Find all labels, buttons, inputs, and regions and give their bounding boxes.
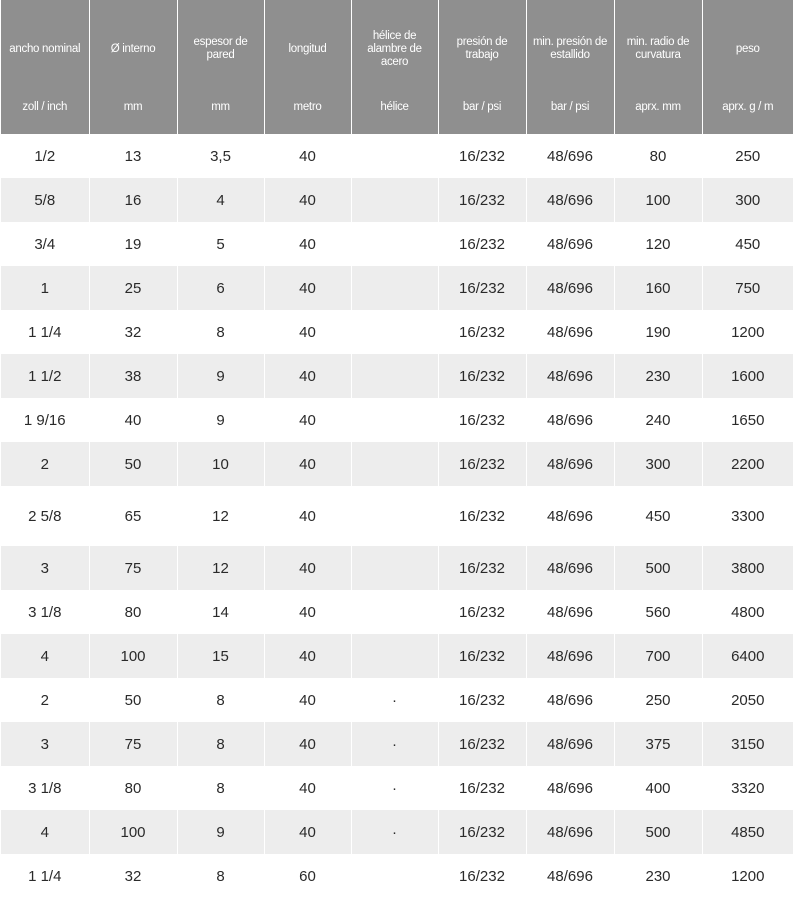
header-espesor-de-pared: espesor de pared: [177, 0, 264, 90]
cell-peso: 1200: [702, 854, 793, 898]
cell-presion-de-trabajo: 16/232: [438, 810, 526, 854]
cell-ancho-nominal: 1 1/4: [1, 854, 89, 898]
unit-espesor-de-pared: mm: [177, 90, 264, 134]
unit-diametro-interno: mm: [89, 90, 177, 134]
table-header: [1, 0, 793, 134]
header-radio-de-curvatura: min. radio de curvatura: [614, 0, 702, 90]
cell-espesor-de-pared: 8: [177, 854, 264, 898]
table-row: [1, 810, 793, 854]
cell-diametro-interno: 65: [89, 486, 177, 546]
cell-presion-de-trabajo: 16/232: [438, 134, 526, 178]
cell-espesor-de-pared: 9: [177, 810, 264, 854]
cell-presion-de-trabajo: 16/232: [438, 398, 526, 442]
cell-radio-de-curvatura: 120: [614, 222, 702, 266]
cell-espesor-de-pared: 8: [177, 310, 264, 354]
cell-longitud: 40: [264, 134, 351, 178]
cell-helice: [351, 442, 438, 486]
cell-radio-de-curvatura: 160: [614, 266, 702, 310]
cell-espesor-de-pared: 12: [177, 546, 264, 590]
cell-ancho-nominal: 1/2: [1, 134, 89, 178]
cell-diametro-interno: 75: [89, 722, 177, 766]
cell-espesor-de-pared: 3,5: [177, 134, 264, 178]
cell-espesor-de-pared: 8: [177, 722, 264, 766]
cell-diametro-interno: 16: [89, 178, 177, 222]
cell-radio-de-curvatura: 250: [614, 678, 702, 722]
cell-longitud: 40: [264, 398, 351, 442]
cell-ancho-nominal: 2: [1, 678, 89, 722]
cell-peso: 6400: [702, 634, 793, 678]
cell-peso: 1600: [702, 354, 793, 398]
table-row: [1, 310, 793, 354]
cell-presion-de-trabajo: 16/232: [438, 354, 526, 398]
cell-peso: 4800: [702, 590, 793, 634]
cell-diametro-interno: 25: [89, 266, 177, 310]
cell-radio-de-curvatura: 190: [614, 310, 702, 354]
cell-presion-de-estallido: 48/696: [526, 810, 614, 854]
cell-presion-de-trabajo: 16/232: [438, 766, 526, 810]
cell-radio-de-curvatura: 560: [614, 590, 702, 634]
cell-espesor-de-pared: 8: [177, 766, 264, 810]
cell-helice: [351, 222, 438, 266]
cell-peso: 4850: [702, 810, 793, 854]
cell-presion-de-trabajo: 16/232: [438, 634, 526, 678]
cell-radio-de-curvatura: 300: [614, 442, 702, 486]
cell-presion-de-estallido: 48/696: [526, 134, 614, 178]
cell-presion-de-estallido: 48/696: [526, 590, 614, 634]
header-peso: peso: [702, 0, 793, 90]
cell-ancho-nominal: 3: [1, 546, 89, 590]
cell-presion-de-trabajo: 16/232: [438, 222, 526, 266]
cell-presion-de-trabajo: 16/232: [438, 266, 526, 310]
cell-radio-de-curvatura: 450: [614, 486, 702, 546]
table-row: [1, 266, 793, 310]
cell-presion-de-trabajo: 16/232: [438, 590, 526, 634]
cell-longitud: 40: [264, 722, 351, 766]
cell-helice: ·: [351, 678, 438, 722]
cell-espesor-de-pared: 10: [177, 442, 264, 486]
cell-longitud: 40: [264, 766, 351, 810]
cell-presion-de-estallido: 48/696: [526, 854, 614, 898]
table-row: [1, 678, 793, 722]
cell-helice: [351, 590, 438, 634]
cell-espesor-de-pared: 9: [177, 398, 264, 442]
cell-radio-de-curvatura: 100: [614, 178, 702, 222]
table-row: [1, 722, 793, 766]
cell-presion-de-estallido: 48/696: [526, 398, 614, 442]
cell-peso: 2050: [702, 678, 793, 722]
unit-ancho-nominal: zoll / inch: [1, 90, 89, 134]
header-presion-de-trabajo: presión de trabajo: [438, 0, 526, 90]
spec-table: [1, 0, 793, 898]
cell-diametro-interno: 80: [89, 766, 177, 810]
cell-diametro-interno: 100: [89, 810, 177, 854]
table-row: [1, 178, 793, 222]
cell-ancho-nominal: 2: [1, 442, 89, 486]
table-row: [1, 590, 793, 634]
cell-longitud: 40: [264, 678, 351, 722]
cell-ancho-nominal: 5/8: [1, 178, 89, 222]
table-row: [1, 442, 793, 486]
cell-ancho-nominal: 1 1/2: [1, 354, 89, 398]
cell-ancho-nominal: 3 1/8: [1, 766, 89, 810]
cell-presion-de-trabajo: 16/232: [438, 442, 526, 486]
cell-presion-de-estallido: 48/696: [526, 546, 614, 590]
header-label-row: [1, 0, 793, 90]
cell-diametro-interno: 32: [89, 854, 177, 898]
cell-presion-de-trabajo: 16/232: [438, 678, 526, 722]
cell-espesor-de-pared: 8: [177, 678, 264, 722]
unit-helice: hélice: [351, 90, 438, 134]
cell-presion-de-estallido: 48/696: [526, 722, 614, 766]
cell-longitud: 40: [264, 634, 351, 678]
cell-presion-de-trabajo: 16/232: [438, 722, 526, 766]
cell-longitud: 40: [264, 486, 351, 546]
cell-diametro-interno: 19: [89, 222, 177, 266]
cell-helice: [351, 546, 438, 590]
cell-presion-de-estallido: 48/696: [526, 442, 614, 486]
table-row: [1, 766, 793, 810]
cell-helice: [351, 134, 438, 178]
cell-peso: 3320: [702, 766, 793, 810]
unit-longitud: metro: [264, 90, 351, 134]
cell-helice: ·: [351, 766, 438, 810]
cell-helice: [351, 486, 438, 546]
cell-diametro-interno: 32: [89, 310, 177, 354]
cell-espesor-de-pared: 15: [177, 634, 264, 678]
cell-presion-de-trabajo: 16/232: [438, 178, 526, 222]
cell-helice: [351, 354, 438, 398]
cell-peso: 450: [702, 222, 793, 266]
cell-longitud: 40: [264, 266, 351, 310]
cell-longitud: 40: [264, 442, 351, 486]
table-row: [1, 398, 793, 442]
header-helice-de-alambre: hélice de alambre de acero: [351, 0, 438, 90]
cell-presion-de-estallido: 48/696: [526, 486, 614, 546]
cell-presion-de-trabajo: 16/232: [438, 486, 526, 546]
cell-diametro-interno: 80: [89, 590, 177, 634]
cell-peso: 1650: [702, 398, 793, 442]
cell-presion-de-estallido: 48/696: [526, 634, 614, 678]
header-longitud: longitud: [264, 0, 351, 90]
cell-helice: [351, 398, 438, 442]
header-presion-de-estallido: min. presión de estallido: [526, 0, 614, 90]
table-row: [1, 222, 793, 266]
cell-presion-de-estallido: 48/696: [526, 354, 614, 398]
cell-peso: 750: [702, 266, 793, 310]
cell-ancho-nominal: 4: [1, 634, 89, 678]
cell-ancho-nominal: 4: [1, 810, 89, 854]
header-ancho-nominal: ancho nominal: [1, 0, 89, 90]
table-row: [1, 486, 793, 546]
cell-radio-de-curvatura: 400: [614, 766, 702, 810]
cell-diametro-interno: 100: [89, 634, 177, 678]
cell-diametro-interno: 13: [89, 134, 177, 178]
cell-helice: [351, 634, 438, 678]
cell-espesor-de-pared: 9: [177, 354, 264, 398]
cell-ancho-nominal: 3/4: [1, 222, 89, 266]
cell-peso: 300: [702, 178, 793, 222]
cell-diametro-interno: 50: [89, 678, 177, 722]
cell-radio-de-curvatura: 80: [614, 134, 702, 178]
cell-espesor-de-pared: 4: [177, 178, 264, 222]
cell-peso: 3800: [702, 546, 793, 590]
table-row: [1, 546, 793, 590]
cell-peso: 2200: [702, 442, 793, 486]
cell-ancho-nominal: 1: [1, 266, 89, 310]
cell-radio-de-curvatura: 230: [614, 854, 702, 898]
cell-diametro-interno: 50: [89, 442, 177, 486]
unit-presion-de-trabajo: bar / psi: [438, 90, 526, 134]
cell-diametro-interno: 40: [89, 398, 177, 442]
header-diametro-interno: Ø interno: [89, 0, 177, 90]
table-row: [1, 854, 793, 898]
cell-espesor-de-pared: 5: [177, 222, 264, 266]
cell-helice: [351, 178, 438, 222]
cell-longitud: 40: [264, 222, 351, 266]
cell-espesor-de-pared: 14: [177, 590, 264, 634]
unit-peso: aprx. g / m: [702, 90, 793, 134]
cell-radio-de-curvatura: 230: [614, 354, 702, 398]
cell-ancho-nominal: 1 9/16: [1, 398, 89, 442]
cell-ancho-nominal: 2 5/8: [1, 486, 89, 546]
cell-ancho-nominal: 3 1/8: [1, 590, 89, 634]
cell-longitud: 40: [264, 590, 351, 634]
cell-helice: ·: [351, 722, 438, 766]
table-row: [1, 354, 793, 398]
cell-peso: 3150: [702, 722, 793, 766]
cell-longitud: 40: [264, 546, 351, 590]
unit-radio-de-curvatura: aprx. mm: [614, 90, 702, 134]
table-body: [1, 134, 793, 898]
cell-presion-de-estallido: 48/696: [526, 310, 614, 354]
cell-ancho-nominal: 1 1/4: [1, 310, 89, 354]
cell-presion-de-estallido: 48/696: [526, 222, 614, 266]
cell-presion-de-trabajo: 16/232: [438, 546, 526, 590]
cell-diametro-interno: 38: [89, 354, 177, 398]
cell-radio-de-curvatura: 700: [614, 634, 702, 678]
cell-longitud: 40: [264, 310, 351, 354]
table-row: [1, 634, 793, 678]
cell-helice: ·: [351, 810, 438, 854]
cell-peso: 250: [702, 134, 793, 178]
cell-diametro-interno: 75: [89, 546, 177, 590]
cell-longitud: 40: [264, 178, 351, 222]
cell-helice: [351, 310, 438, 354]
cell-longitud: 40: [264, 810, 351, 854]
cell-ancho-nominal: 3: [1, 722, 89, 766]
cell-presion-de-trabajo: 16/232: [438, 310, 526, 354]
cell-helice: [351, 854, 438, 898]
cell-presion-de-trabajo: 16/232: [438, 854, 526, 898]
cell-peso: 1200: [702, 310, 793, 354]
cell-peso: 3300: [702, 486, 793, 546]
cell-presion-de-estallido: 48/696: [526, 766, 614, 810]
cell-presion-de-estallido: 48/696: [526, 266, 614, 310]
cell-radio-de-curvatura: 500: [614, 810, 702, 854]
cell-radio-de-curvatura: 375: [614, 722, 702, 766]
cell-helice: [351, 266, 438, 310]
cell-radio-de-curvatura: 500: [614, 546, 702, 590]
cell-radio-de-curvatura: 240: [614, 398, 702, 442]
cell-presion-de-estallido: 48/696: [526, 178, 614, 222]
cell-presion-de-estallido: 48/696: [526, 678, 614, 722]
cell-espesor-de-pared: 6: [177, 266, 264, 310]
table-row: [1, 134, 793, 178]
unit-presion-de-estallido: bar / psi: [526, 90, 614, 134]
header-unit-row: [1, 90, 793, 134]
cell-longitud: 60: [264, 854, 351, 898]
cell-espesor-de-pared: 12: [177, 486, 264, 546]
cell-longitud: 40: [264, 354, 351, 398]
